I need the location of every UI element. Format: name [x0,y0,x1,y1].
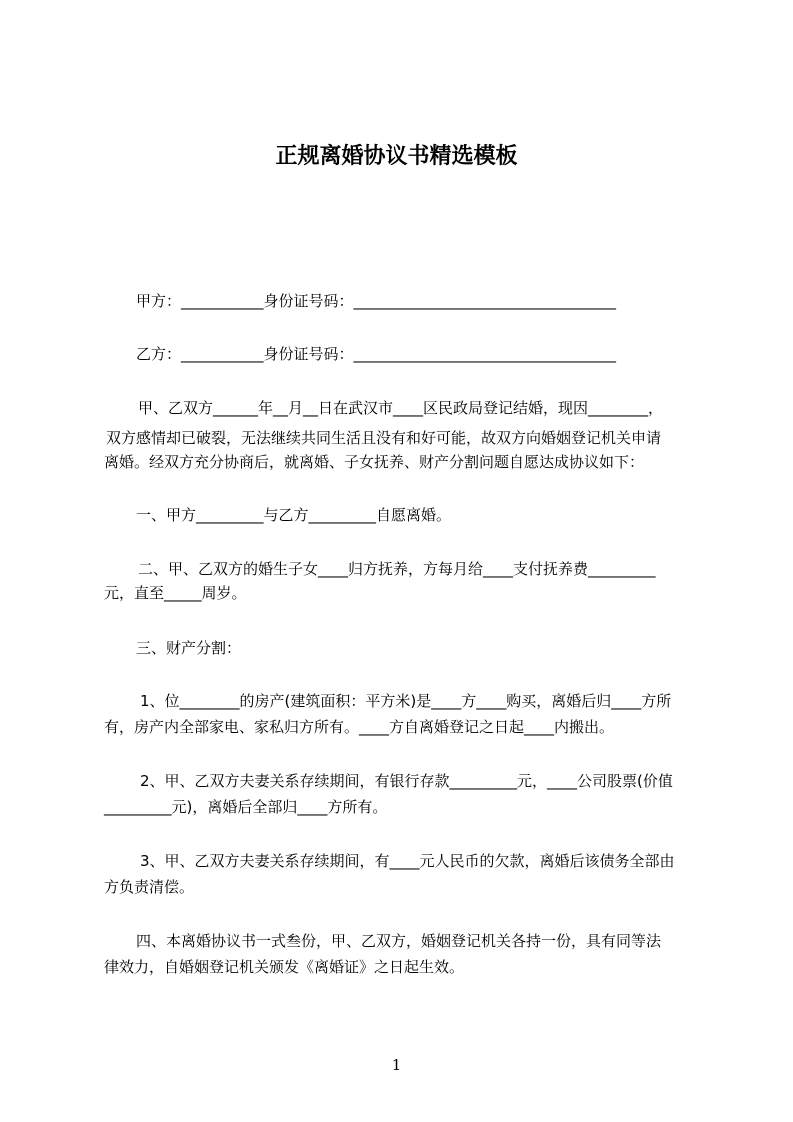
clause-2-line-1: 二、甲、乙双方的婚生子女____归方抚养，方每月给____支付抚养费_________ [138,560,656,578]
clause-4-line-2: 律效力，自婚姻登记机关颁发《离婚证》之日起生效。 [104,958,465,976]
intro-line-3: 离婚。经双方充分协商后，就离婚、子女抚养、财产分割问题自愿达成协议如下： [104,453,645,471]
party-a-line: 甲方：___________身份证号码：___________________________________ [136,292,617,310]
item-1-line-1: 1、位________的房产(建筑面积：平方米)是____方____购买，离婚后归____方所 [140,692,672,710]
clause-3-heading: 三、财产分割： [136,639,242,657]
item-1-line-2: 有，房产内全部家电、家私归方所有。____方自离婚登记之日起____内搬出。 [104,718,615,736]
clause-4-line-1: 四、本离婚协议书一式叁份，甲、乙双方，婚姻登记机关各持一份，具有同等法 [136,932,662,950]
item-2-line-2: _________元)，离婚后全部归____方所有。 [104,798,388,816]
item-3-line-2: 方负责清偿。 [104,878,195,896]
page-number: 1 [391,1056,402,1074]
intro-line-1: 甲、乙双方______年__月__日在武汉市____区民政局登记结婚，现因________， [138,399,664,417]
clause-2-line-2: 元，直至_____周岁。 [104,584,247,602]
item-2-line-1: 2、甲、乙双方夫妻关系存续期间，有银行存款_________元，____公司股票(价值 [140,772,673,790]
clause-1: 一、甲方_________与乙方_________自愿离婚。 [136,506,452,524]
party-b-line: 乙方：___________身份证号码：___________________________________ [136,345,617,363]
document-title: 正规离婚协议书精选模板 [275,144,518,169]
intro-line-2: 双方感情却已破裂，无法继续共同生活且没有和好可能，故双方向婚姻登记机关申请 [106,429,662,447]
item-3-line-1: 3、甲、乙双方夫妻关系存续期间，有____元人民币的欠款，离婚后该债务全部由 [140,852,675,870]
